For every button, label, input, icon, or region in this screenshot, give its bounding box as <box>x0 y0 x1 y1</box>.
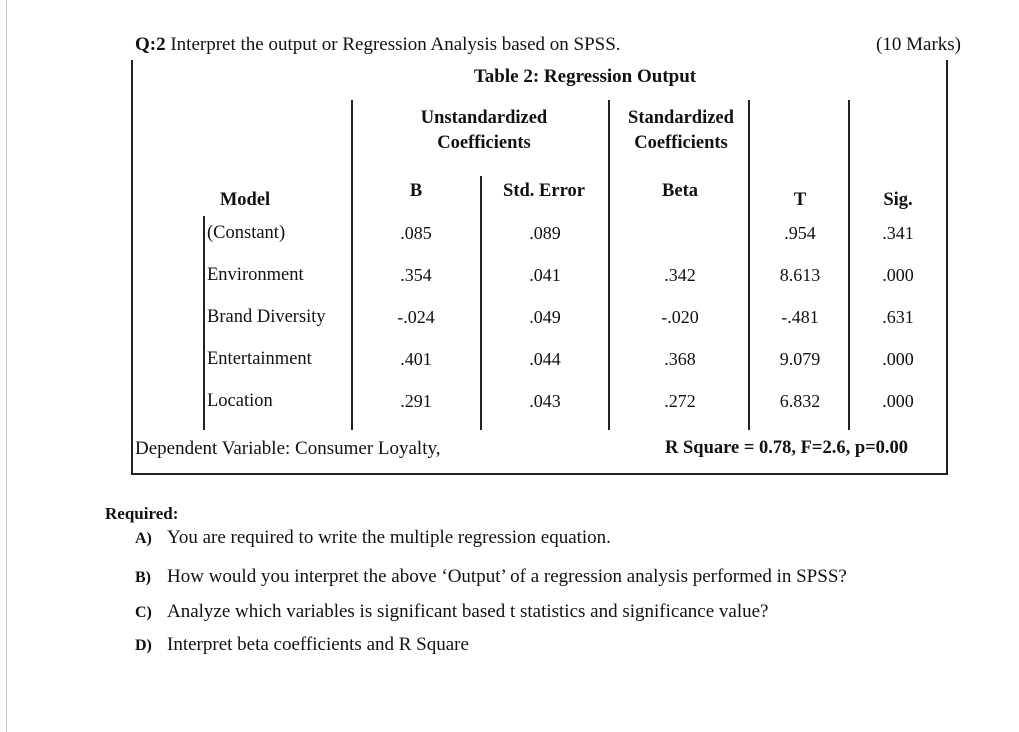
cell-beta: -.020 <box>661 307 699 327</box>
cell-t: -.481 <box>781 307 819 327</box>
row-model: Brand Diversity <box>207 307 326 327</box>
table-border-left <box>131 60 133 474</box>
required-item-d <box>135 634 469 656</box>
table-footer-dependent-variable: Dependent Variable: Consumer Loyalty, <box>135 438 441 459</box>
question-line <box>135 34 621 56</box>
row-model: Environment <box>207 265 304 285</box>
row-model: Entertainment <box>207 349 312 369</box>
row-label-rule <box>203 216 205 430</box>
cell-std-error: .089 <box>529 223 561 243</box>
table-title: Table 2: Regression Output <box>473 66 697 87</box>
required-item-c <box>135 601 768 623</box>
col-sep-model <box>351 100 353 430</box>
header-std-error: Std. Error <box>503 181 585 201</box>
table-border-right <box>946 60 948 474</box>
cell-t: 9.079 <box>779 349 821 369</box>
item-text: Analyze which variables is significant based t statistics and significance value? <box>167 601 769 622</box>
row-model: (Constant) <box>207 223 286 243</box>
cell-beta: .342 <box>664 265 696 285</box>
header-model: Model <box>219 190 271 210</box>
required-title: Required: <box>105 504 179 523</box>
cell-beta: .272 <box>664 391 696 411</box>
required-item-b <box>135 566 847 588</box>
required-item-a <box>135 527 611 549</box>
cell-b: .291 <box>400 391 432 411</box>
cell-t: 8.613 <box>779 265 821 285</box>
cell-sig: .000 <box>882 391 914 411</box>
cell-std-error: .044 <box>529 349 561 369</box>
header-t: T <box>793 190 807 210</box>
item-letter: B) <box>135 569 151 586</box>
cell-sig: .000 <box>882 349 914 369</box>
cell-t: .954 <box>784 223 816 243</box>
question-marks: (10 Marks) <box>876 34 961 55</box>
table-border-bottom <box>131 473 948 475</box>
cell-b: .354 <box>400 265 432 285</box>
cell-b: .401 <box>400 349 432 369</box>
col-sep-t <box>848 100 850 430</box>
question-label: Q:2 <box>135 34 166 55</box>
cell-beta: .368 <box>664 349 696 369</box>
table-footer-model-summary: R Square = 0.78, F=2.6, p=0.00 <box>665 438 909 458</box>
item-text: Interpret beta coefficients and R Square <box>167 634 469 655</box>
item-letter: D) <box>135 637 152 654</box>
cell-sig: .341 <box>882 223 914 243</box>
cell-t: 6.832 <box>779 391 821 411</box>
header-b: B <box>409 181 423 201</box>
item-letter: A) <box>135 530 152 547</box>
col-sep-stderr <box>608 100 610 430</box>
question-text: Interpret the output or Regression Analysis based on SPSS. <box>170 34 621 55</box>
header-beta: Beta <box>662 181 698 201</box>
cell-sig: .000 <box>882 265 914 285</box>
header-standardized: Standardized Coefficients <box>628 108 734 153</box>
cell-std-error: .043 <box>529 391 561 411</box>
cell-sig: .631 <box>882 307 914 327</box>
page-left-border <box>6 0 7 732</box>
item-text: You are required to write the multiple regression equation. <box>167 527 611 548</box>
cell-b: .085 <box>400 223 432 243</box>
header-sig: Sig. <box>883 190 913 210</box>
cell-b: -.024 <box>397 307 435 327</box>
col-sep-b <box>480 176 482 430</box>
cell-std-error: .049 <box>529 307 561 327</box>
header-unstandardized: Unstandardized Coefficients <box>420 108 548 153</box>
item-letter: C) <box>135 604 152 621</box>
cell-std-error: .041 <box>529 265 561 285</box>
item-text: How would you interpret the above ‘Output’ of a regression analysis performed in SPSS? <box>167 566 847 587</box>
row-model: Location <box>207 391 273 411</box>
